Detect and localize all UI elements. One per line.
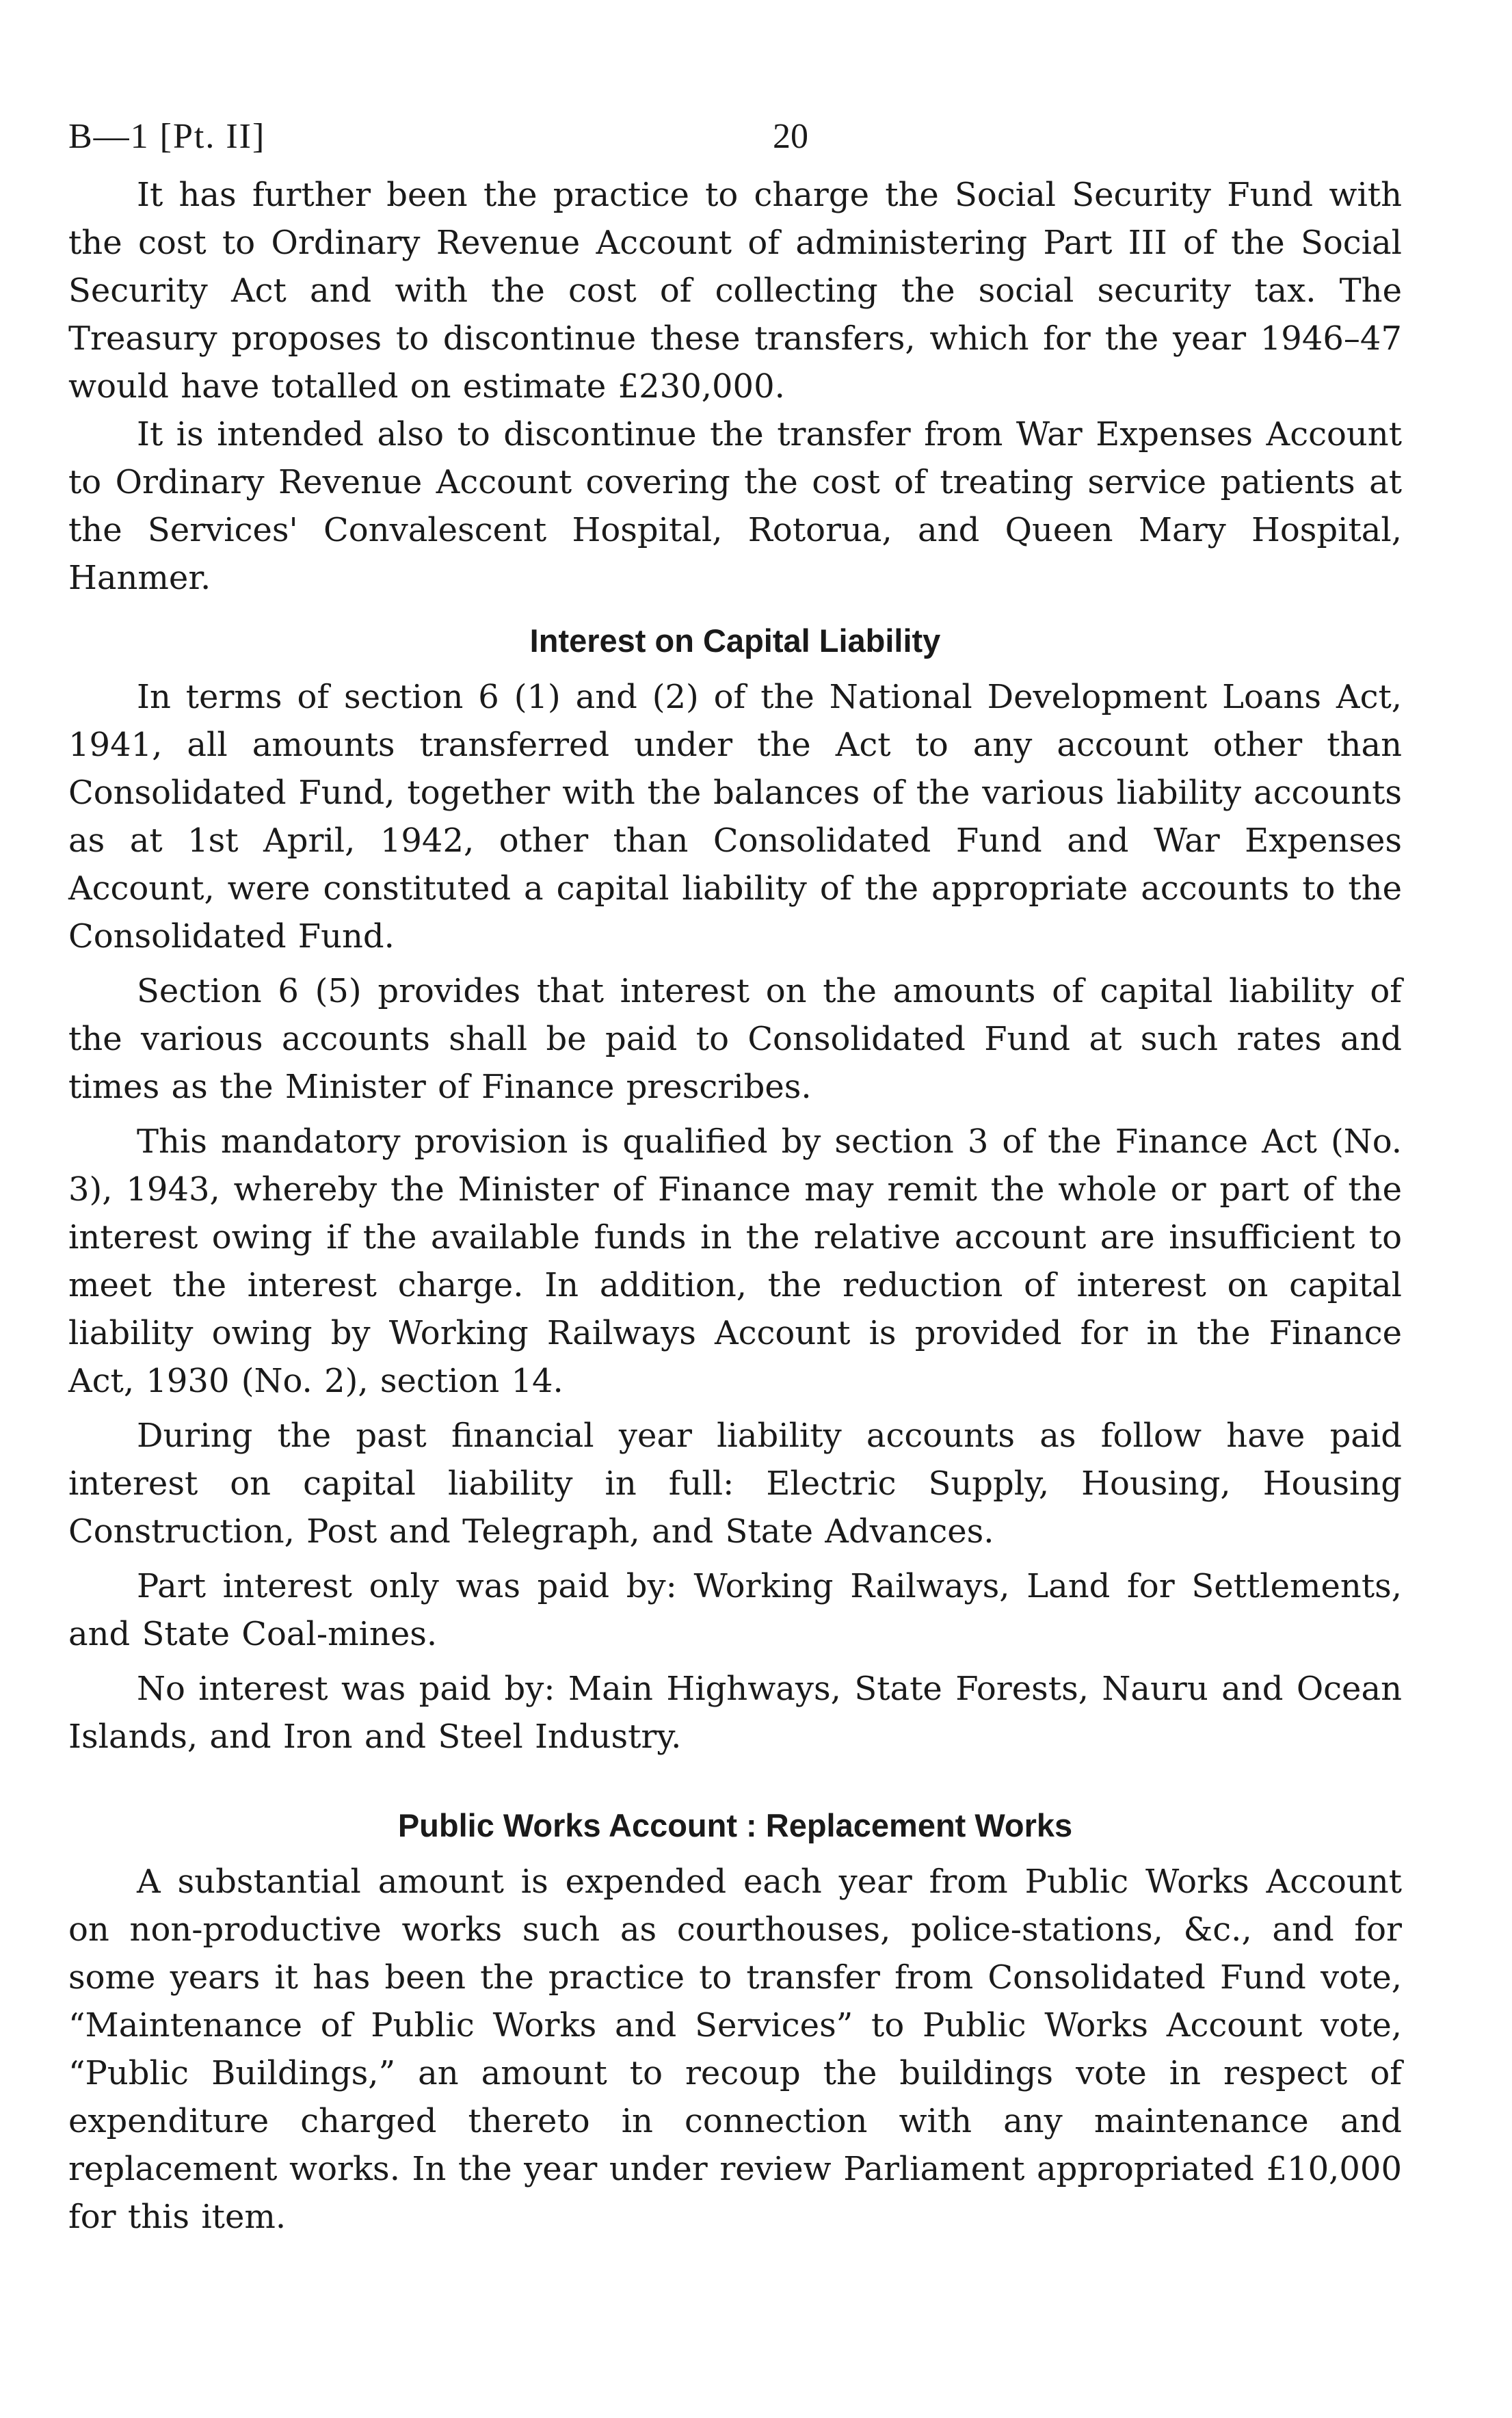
section-interest-capital-liability [68,617,1402,1761]
section-public-works-account [68,1802,1402,2241]
paragraph: It is intended also to discontinue the transfer from War Expenses Account to Ordinary Revenue Account covering the cost of treating service patients at the Services' Convalescent Hospital, Rotorua, and Queen Mary Hospital, Hanmer. [68,415,1402,597]
paragraph: No interest was paid by: Main Highways, State Forests, Nauru and Ocean Islands, and Iron and Steel Industry. [68,1670,1402,1756]
section-heading: Interest on Capital Liability [529,622,941,659]
section-heading: Public Works Account : Replacement Works [397,1807,1073,1843]
paragraph: It has further been the practice to charge the Social Security Fund with the cost to Ordinary Revenue Account of administering Part III of the Social Security Act and with the cost of collecting the social security tax. The Treasury proposes to discontinue these transfers, which for the year 1946–47 would have totalled on estimate £230,000. [68,176,1402,406]
page-number: 20 [773,117,808,156]
section-transfers [68,171,1402,602]
paragraph: This mandatory provision is qualified by section 3 of the Finance Act (No. 3), 1943, whereby the Minister of Finance may remit the whole or part of the interest owing if the available funds in the relative account are insufficient to meet the interest charge. In addition, the reduction of interest on capital liability owing by Working Railways Account is provided for in the Finance Act, 1930 (No. 2), section 14. [68,1122,1402,1400]
paragraph: During the past financial year liability accounts as follow have paid interest on capital liability in full: Electric Supply, Housing, Housing Construction, Post and Telegraph, and State Advances. [68,1417,1402,1551]
paragraph: Section 6 (5) provides that interest on the amounts of capital liability of the various accounts shall be paid to Consolidated Fund at such rates and times as the Minister of Finance prescribes. [68,972,1402,1106]
paragraph: A substantial amount is expended each year from Public Works Account on non-productive works such as courthouses, police-stations, &c., and for some years it has been the practice to transfer from Consolidated Fund vote, “Maintenance of Public Works and Services” to Public Works Account vote, “Public Buildings,” an amount to recoup the buildings vote in respect of expenditure charged thereto in connection with any maintenance and replacement works. In the year under review Parliament appropriated £10,000 for this item. [68,1863,1402,2236]
page-header [68,116,1402,171]
report-reference: B—1 [Pt. II] [68,117,266,156]
document-page [68,116,1402,2241]
paragraph: Part interest only was paid by: Working Railways, Land for Settlements, and State Coal-mines. [68,1567,1402,1653]
paragraph: In terms of section 6 (1) and (2) of the National Development Loans Act, 1941, all amounts transferred under the Act to any account other than Consolidated Fund, together with the balances of the various liability accounts as at 1st April, 1942, other than Consolidated Fund and War Expenses Account, were constituted a capital liability of the appropriate accounts to the Consolidated Fund. [68,678,1402,956]
